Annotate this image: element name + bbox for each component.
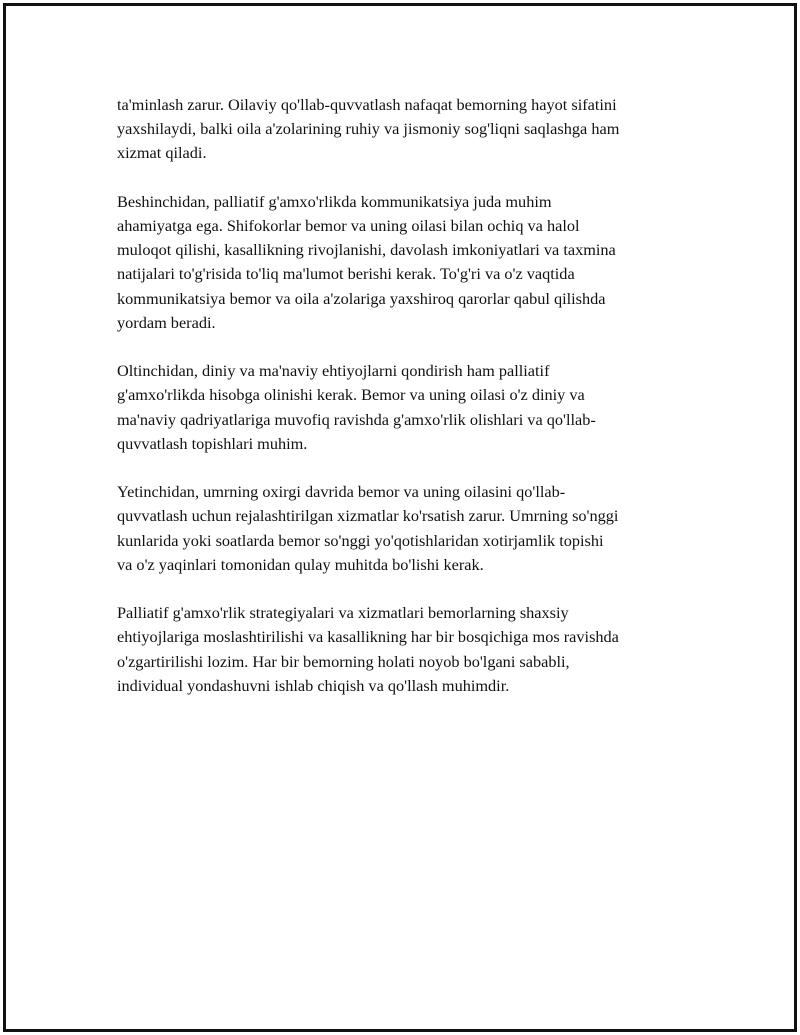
paragraph-3: Oltinchidan, diniy va ma'naviy ehtiyojlarni qondirish ham palliatif g'amxo'rlikda hisobga olinishi kerak. Bemor va uning oilasi o'z diniy va ma'naviy qadriyatlariga muvofiq ravishda g'amxo'rlik olishlari va qo'llab- quvvatlash topishlari muhim.	[117, 361, 596, 453]
document-body	[117, 93, 697, 722]
paragraph-1: ta'minlash zarur. Oilaviy qo'llab-quvvatlash nafaqat bemorning hayot sifatini yaxshilaydi, balki oila a'zolarining ruhiy va jismoniy sog'liqni saqlashga ham xizmat qiladi.	[117, 95, 620, 163]
paragraph-5: Palliatif g'amxo'rlik strategiyalari va xizmatlari bemorlarning shaxsiy ehtiyojlariga moslashtirilishi va kasallikning har bir bosqichiga mos ravishda o'zgartirilishi lozim. Har bir bemorning holati noyob bo'lgani sababli, individual yondashuvni ishlab chiqish va qo'llash muhimdir.	[117, 603, 619, 695]
paragraph-4: Yetinchidan, umrning oxirgi davrida bemor va uning oilasini qo'llab- quvvatlash uchun rejalashtirilgan xizmatlar ko'rsatish zarur. Umrning so'nggi kunlarida yoki soatlarda bemor so'nggi yo'qotishlaridan xotirjamlik topishi va o'z yaqinlari tomonidan qulay muhitda bo'lishi kerak.	[117, 482, 619, 574]
paragraph-2: Beshinchidan, palliatif g'amxo'rlikda kommunikatsiya juda muhim ahamiyatga ega. Shifokorlar bemor va uning oilasi bilan ochiq va halol muloqot qilishi, kasallikning rivojlanishi, davolash imkoniyatlari va taxmina natijalari to'g'risida to'liq ma'lumot berishi kerak. To'g'ri va o'z vaqtida kommunikatsiya bemor va oila a'zolariga yaxshiroq qarorlar qabul qilishda yordam beradi.	[117, 191, 616, 332]
